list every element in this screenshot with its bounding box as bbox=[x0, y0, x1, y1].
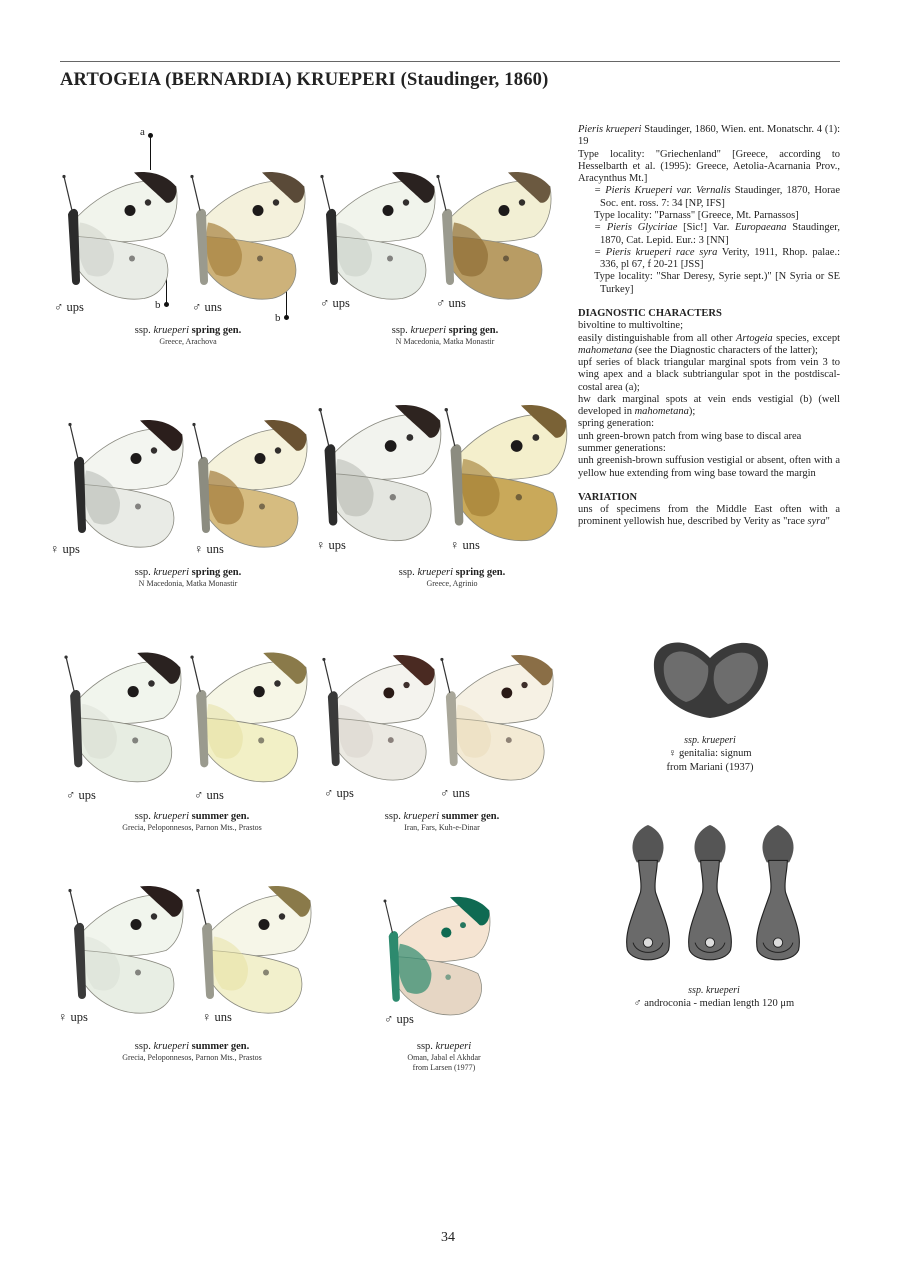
specimen-label: ♀ ups bbox=[50, 542, 80, 556]
specimen-label: ♂ ups bbox=[320, 296, 350, 310]
variation-heading: VARIATION bbox=[578, 491, 638, 503]
original-description: Pieris krueperi Staudinger, 1860, Wien. ent. Monatschr. 4 (1): 19 bbox=[578, 124, 841, 148]
butterfly-specimen bbox=[316, 392, 444, 547]
page-title: ARTOGEIA (BERNARDIA) KRUEPERI (Staudinger, 1860) bbox=[60, 70, 549, 90]
type-locality: Type locality: "Griechenland" [Greece, according to Hesselbarth et al. (1995): Greece, Aetolia-Acarnania Prov., Aracynthus Mt.] bbox=[578, 148, 840, 185]
header-rule bbox=[60, 61, 840, 62]
plate-caption: ssp. krueperi spring gen. Greece, Arachova bbox=[134, 325, 242, 347]
plate-caption: ssp. krueperi summer gen. Iran, Fars, Kuh-e-Dinar bbox=[384, 811, 500, 833]
plate-6 bbox=[320, 642, 560, 802]
marker-a-label: a bbox=[140, 126, 145, 138]
marker-b2-label: b bbox=[275, 312, 281, 324]
androconium-figure bbox=[620, 820, 676, 970]
butterfly-specimen bbox=[318, 160, 438, 305]
specimen-label: ♀ ups bbox=[58, 1010, 88, 1024]
plate-caption: ssp. krueperi summer gen. Grecia, Peloponnesos, Parnon Mts., Prastos bbox=[122, 811, 262, 833]
specimen-label: ♂ uns bbox=[440, 786, 470, 800]
specimen-label: ♀ uns bbox=[194, 542, 224, 556]
butterfly-specimen bbox=[60, 160, 180, 305]
specimen-label: ♂ ups bbox=[66, 788, 96, 802]
plate-4 bbox=[316, 392, 572, 558]
butterfly-specimen bbox=[188, 160, 308, 305]
specimen-label: ♂ uns bbox=[436, 296, 466, 310]
plate-caption: ssp. krueperi spring gen. N Macedonia, Matka Monastir bbox=[391, 325, 499, 347]
butterfly-specimen bbox=[66, 408, 186, 553]
plate-5 bbox=[62, 640, 312, 800]
butterfly-specimen bbox=[66, 874, 186, 1019]
page-number: 34 bbox=[441, 1230, 455, 1245]
butterfly-specimen bbox=[62, 640, 184, 788]
specimen-label: ♀ uns bbox=[450, 538, 480, 552]
synonym-1: = Pieris Krueperi var. Vernalis Staudinger, 1870, Horae Soc. ent. ross. 7: 34 [NP, IFS] bbox=[594, 185, 840, 209]
butterfly-specimen bbox=[188, 640, 310, 788]
butterfly-specimen bbox=[442, 392, 570, 547]
specimen-label: ♀ uns bbox=[202, 1010, 232, 1024]
synonym-3-type: Type locality: "Shar Deresy, Syrie sept.)" [N Syria or SE Turkey] bbox=[594, 271, 840, 295]
butterfly-specimen bbox=[378, 888, 496, 1018]
specimen-label: ♂ uns bbox=[194, 788, 224, 802]
plate-3 bbox=[50, 408, 316, 558]
specimen-label: ♂ ups bbox=[324, 786, 354, 800]
androconium-figure bbox=[750, 820, 806, 970]
plate-caption: ssp. krueperi spring gen. Greece, Agrinio bbox=[398, 567, 506, 589]
specimen-label: ♂ ups bbox=[54, 300, 84, 314]
genitalia-caption: ssp. krueperi ♀ genitalia: signum from Mariani (1937) bbox=[666, 735, 754, 773]
butterfly-specimen bbox=[190, 408, 310, 553]
androconium-figure bbox=[682, 820, 738, 970]
genitalia-signum-figure bbox=[646, 632, 776, 722]
plate-7 bbox=[58, 874, 316, 1034]
androconia-caption: ssp. krueperi ♂ androconia - median length 120 μm bbox=[633, 985, 795, 1009]
synonym-1-type: Type locality: "Parnass" [Greece, Mt. Parnassos] bbox=[594, 209, 799, 221]
plate-caption: ssp. krueperi summer gen. Grecia, Peloponnesos, Parnon Mts., Prastos bbox=[122, 1041, 262, 1063]
synonym-3: = Pieris krueperi race syra Verity, 1911, Rhop. palae.: 336, pl 67, f 20-21 [JSS] bbox=[594, 246, 841, 271]
butterfly-specimen bbox=[438, 642, 556, 787]
diagnostic-heading: DIAGNOSTIC CHARACTERS bbox=[578, 307, 722, 319]
taxonomy-text: Pieris krueperi Staudinger, 1860, Wien. ent. Monatschr. 4 (1): 19 Type locality: "Griechenland" [Greece, according to Hesselbarth et al. (1995): Greece, Aetolia-Acarnania Prov., Aracynthus Mt.] = Pieris Krueperi var. Vernalis Staudinger, 1870, Horae Soc. ent. ross. 7: 34 [NP, IFS] Type locality: "Parnass" [Greece, Mt. Parnassos] = Pieris Glyciriae [Sic!] Var. Europaeana Staudinger, 1870, Cat. Lepid. Eur.: 3 [NN] = Pieris krueperi race syra Verity, 1911, Rhop. palae.: 336, pl 67, f 20-21 [JSS] Type locality: "Shar Deresy, Syrie sept.)" [N Syria or SE Turkey] DIAGNOSTIC CHARACTERS bivoltine to multivoltine; easily distinguishable from all other Artogeia species, except mahometana (see the Diagnostic characters of the latter); upf series of black triangular marginal spots from vein 3 to wing apex and a black subtriangular spot in the postdiscal-costal area (a); hw dark marginal spots at vein ends vestigial (b) (well developed in mahometana); spring generation: unh green-brown patch from wing base to discal area summer generations: unh greenish-brown suffusion vestigial or absent, often with a yellow hue extending from wing base toward the margin VARIATION uns of specimens from the Middle East often with a prominent yellowish hue, described by Verity as "race syra" bbox=[578, 124, 841, 528]
butterfly-specimen bbox=[320, 642, 438, 787]
specimen-label: ♂ uns bbox=[192, 300, 222, 314]
plate-caption: ssp. krueperi Oman, Jabal el Akhdar from Larsen (1977) bbox=[407, 1041, 481, 1073]
specimen-label: ♂ ups bbox=[384, 1012, 414, 1026]
plate-8 bbox=[378, 888, 508, 1038]
butterfly-specimen bbox=[434, 160, 554, 305]
butterfly-specimen bbox=[194, 874, 314, 1019]
plate-caption: ssp. krueperi spring gen. N Macedonia, Matka Monastir bbox=[134, 567, 242, 589]
synonym-2: = Pieris Glyciriae [Sic!] Var. Europaeana Staudinger, 1870, Cat. Lepid. Eur.: 3 [NN] bbox=[594, 222, 840, 246]
specimen-label: ♀ ups bbox=[316, 538, 346, 552]
marker-b-label: b bbox=[155, 299, 161, 311]
